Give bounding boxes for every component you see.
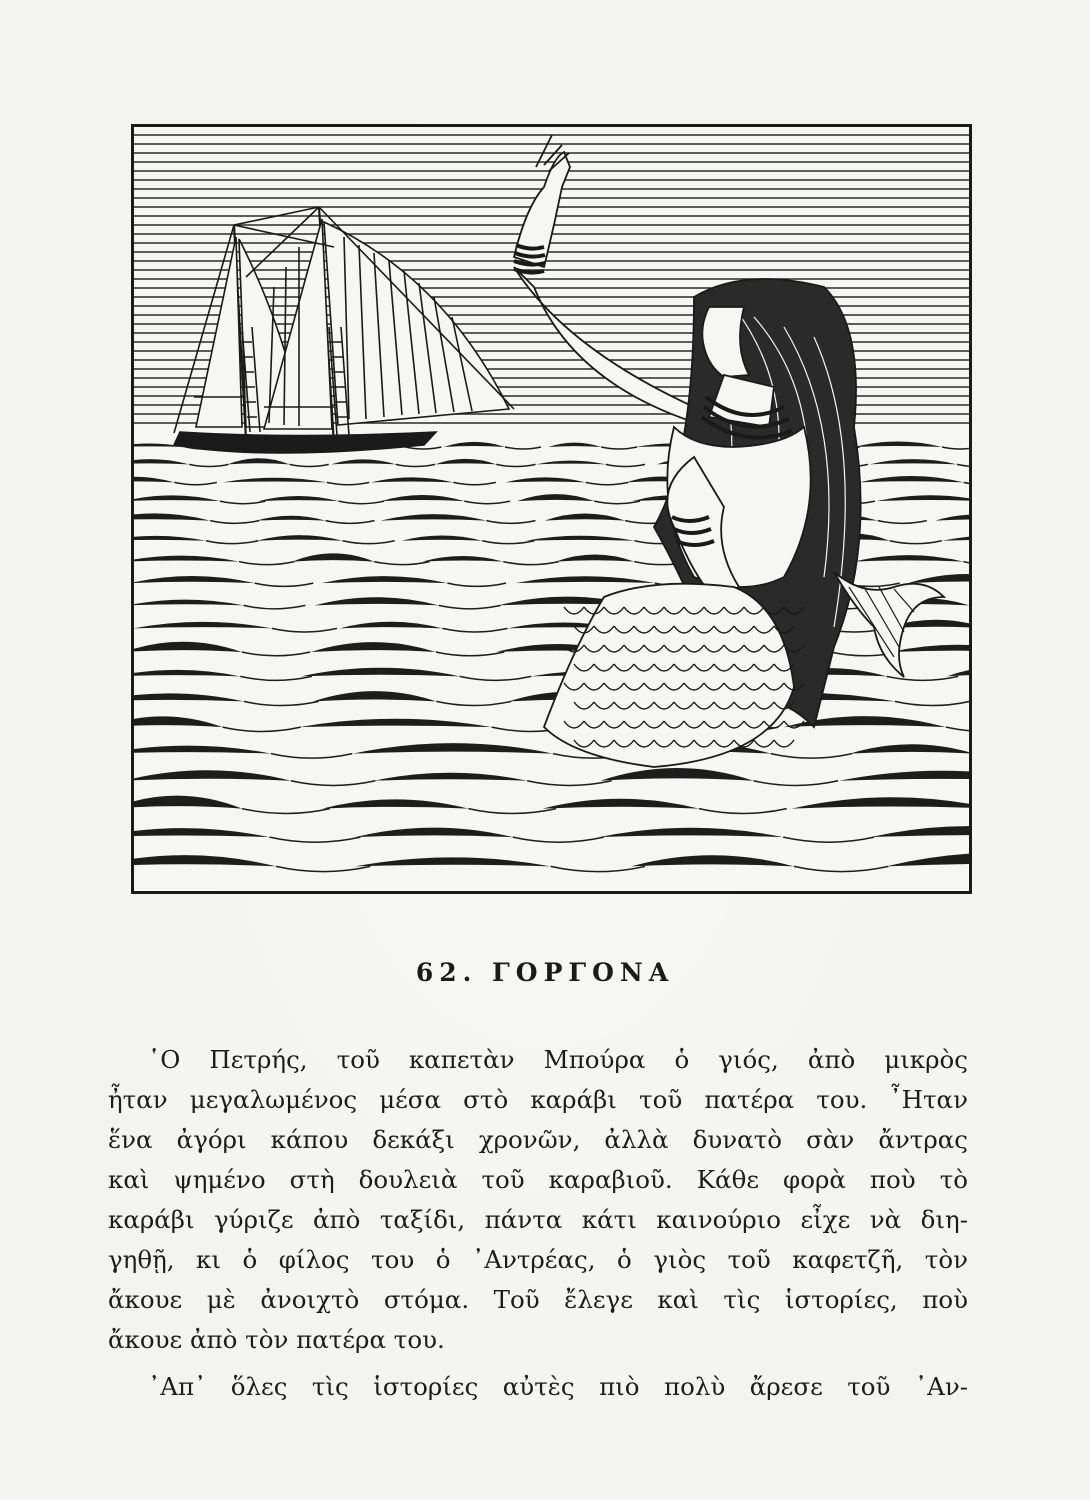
chapter-title — [0, 958, 1090, 987]
wave-line — [240, 676, 312, 680]
wave-line — [374, 562, 429, 565]
wave-line — [447, 583, 506, 586]
wave-crest — [134, 495, 220, 501]
mermaid-ship-illustration — [134, 127, 969, 891]
wave-line — [396, 464, 435, 466]
wave-line — [963, 562, 969, 565]
wave-crest — [134, 513, 210, 520]
wave-line — [326, 521, 375, 524]
wave-line — [606, 464, 645, 466]
wave-line — [271, 754, 352, 759]
wave-line — [551, 866, 645, 871]
sailing-ship — [174, 207, 514, 453]
wave-line — [513, 837, 604, 842]
wave-crest — [134, 556, 239, 562]
wave-crest — [313, 691, 436, 701]
text-line: ἄκουε μὲ ἀνοιχτὸ στόμα. Τοῦ ἔλεγε καὶ τὶς ἱστορίες, ποὺ — [108, 1285, 968, 1314]
wave-crest — [599, 828, 783, 837]
wave-crest — [402, 536, 482, 541]
wave-crest — [292, 553, 374, 561]
wave-line — [464, 501, 510, 504]
wave-crest — [134, 600, 243, 606]
wave-line — [327, 482, 369, 484]
wave-crest — [134, 459, 189, 464]
wave-line — [453, 482, 495, 484]
wave-line — [594, 501, 640, 504]
wave-line — [242, 809, 330, 814]
wave-crest — [854, 555, 964, 561]
wave-crest — [315, 597, 439, 605]
wave-crest — [134, 770, 291, 780]
wave-crest — [526, 536, 635, 541]
wave-crest — [259, 496, 339, 501]
wave-line — [210, 521, 259, 524]
wave-crest — [134, 477, 174, 483]
wave-crest — [876, 495, 969, 501]
text-line: ἄκουε ἀπὸ τὸν πατέρα του. — [108, 1325, 445, 1354]
wave-line — [771, 754, 852, 759]
wave-crest — [886, 853, 969, 867]
paragraph — [108, 1040, 968, 1360]
wave-crest — [134, 746, 271, 754]
wave-crest — [850, 744, 969, 753]
wave-crest — [134, 622, 272, 628]
wave-crest — [228, 458, 290, 464]
wave-line — [206, 541, 258, 544]
wave-line — [189, 464, 228, 466]
wave-crest — [545, 514, 626, 521]
wave-crest — [556, 554, 635, 561]
paragraph — [108, 1367, 968, 1407]
wave-crest — [134, 670, 240, 676]
wave-line — [436, 701, 511, 705]
wave-line — [783, 837, 874, 842]
wave-line — [244, 701, 319, 705]
wave-crest — [859, 476, 964, 482]
wave-line — [276, 866, 370, 871]
wave-crest — [134, 576, 255, 583]
text-line: ἦταν μεγαλωμένος μέσα στὸ καράβι τοῦ πατέρα του. ῏Ηταν — [108, 1085, 968, 1114]
wave-crest — [908, 574, 969, 583]
wave-crest — [517, 494, 594, 501]
text-line: ᾿Απ᾿ ὅλες τὶς ἱστορίες αὐτὲς πιὸ πολὺ ἄρεσε τοῦ ᾿Αν- — [148, 1372, 968, 1401]
wave-crest — [134, 796, 242, 809]
text-line: ῾Ο Πετρής, τοῦ καπετὰν Μπούρα ὁ γιός, ἀπὸ μικρὸς — [148, 1045, 968, 1074]
wave-line — [496, 464, 535, 466]
chapter-number: 62. — [415, 958, 478, 987]
wave-line — [460, 676, 532, 680]
wave-crest — [381, 514, 487, 521]
wave-crest — [871, 826, 969, 837]
wave-line — [887, 676, 959, 680]
wave-line — [527, 781, 612, 786]
wave-crest — [134, 855, 276, 866]
wave-crest — [134, 642, 242, 652]
wave-crest — [301, 668, 460, 677]
wave-crest — [134, 693, 244, 701]
wave-crest — [322, 576, 448, 583]
wave-crest — [444, 442, 505, 447]
wave-crest — [355, 857, 551, 866]
wave-line — [942, 447, 969, 449]
body-text — [108, 1040, 968, 1407]
wave-crest — [536, 461, 606, 465]
wave-line — [405, 447, 441, 449]
wave-crest — [373, 773, 527, 781]
text-line: καράβι γύριζε ἀπὸ ταξίδι, πάντα κάτι καινούριο εἶχε νὰ διη- — [108, 1205, 968, 1234]
wave-line — [505, 447, 541, 449]
wave-crest — [299, 719, 491, 727]
wave-line — [338, 501, 384, 504]
wave-line — [269, 837, 360, 842]
chapter-title-text: ΓΟΡΓΟΝΑ — [492, 958, 675, 987]
wave-line — [272, 628, 337, 632]
wave-line — [503, 562, 558, 565]
tail-scale — [774, 740, 794, 747]
wave-line — [878, 521, 927, 524]
wave-crest — [256, 516, 325, 521]
wave-crest — [839, 771, 969, 781]
wave-line — [957, 464, 969, 466]
wave-line — [964, 482, 969, 484]
tail-scale — [564, 607, 584, 614]
wave-crest — [543, 799, 699, 809]
wave-line — [946, 727, 969, 731]
wave-crest — [381, 495, 464, 501]
wave-crest — [435, 459, 496, 465]
wave-line — [255, 583, 314, 586]
wave-crest — [854, 441, 942, 447]
wave-crest — [935, 515, 969, 521]
wave-line — [482, 541, 534, 544]
wave-line — [794, 866, 888, 871]
wave-line — [601, 447, 637, 449]
wave-line — [468, 809, 556, 814]
wave-crest — [870, 459, 958, 464]
text-line: καὶ ψημένο στὴ δουλειὰ τοῦ καραβιοῦ. Κάθε φορὰ ποὺ τὸ — [108, 1165, 968, 1194]
wave-line — [895, 701, 969, 705]
wave-crest — [257, 535, 343, 541]
text-line: γηθῇ, κι ὁ φίλος του ὁ ᾿Αντρέας, ὁ γιὸς τοῦ καφετζῆ, τὸν — [108, 1245, 968, 1274]
wave-line — [753, 781, 838, 786]
wave-line — [342, 541, 394, 544]
tail-scale — [754, 740, 774, 747]
illustration-frame — [131, 124, 972, 894]
wave-crest — [600, 768, 753, 781]
wave-crest — [548, 443, 601, 447]
wave-crest — [322, 799, 468, 808]
text-line: ἕνα ἀγόρι κάπου δεκάξι χρονῶν, ἀλλὰ δυνατὸ σὰν ἄντρας — [108, 1125, 968, 1154]
wave-crest — [371, 477, 453, 482]
wave-line — [239, 562, 294, 565]
wave-crest — [422, 556, 503, 562]
wave-crest — [311, 642, 436, 652]
wave-line — [220, 501, 266, 504]
wave-line — [439, 605, 501, 608]
wave-crest — [134, 536, 206, 541]
wave-crest — [947, 667, 969, 677]
wave-crest — [355, 828, 513, 838]
wave-line — [242, 652, 310, 656]
wave-crest — [516, 576, 655, 583]
wave-line — [243, 605, 305, 608]
mermaid-figure — [514, 135, 944, 767]
wave-crest — [134, 828, 269, 837]
wave-crest — [792, 797, 969, 808]
wave-crest — [340, 622, 443, 629]
wave-line — [486, 521, 535, 524]
wave-line — [436, 652, 504, 656]
wave-line — [223, 727, 301, 731]
wave-crest — [942, 535, 969, 541]
wave-crest — [506, 477, 586, 482]
wave-line — [890, 541, 942, 544]
wave-crest — [891, 645, 969, 652]
wave-line — [586, 482, 628, 484]
wave-line — [174, 482, 216, 484]
wave-crest — [631, 855, 794, 866]
wave-line — [699, 809, 787, 814]
wave-crest — [353, 743, 553, 754]
wave-crest — [134, 716, 223, 727]
wave-crest — [223, 478, 327, 483]
wave-line — [290, 464, 329, 466]
wave-crest — [331, 459, 396, 464]
wave-line — [442, 628, 507, 632]
wave-line — [291, 781, 376, 786]
